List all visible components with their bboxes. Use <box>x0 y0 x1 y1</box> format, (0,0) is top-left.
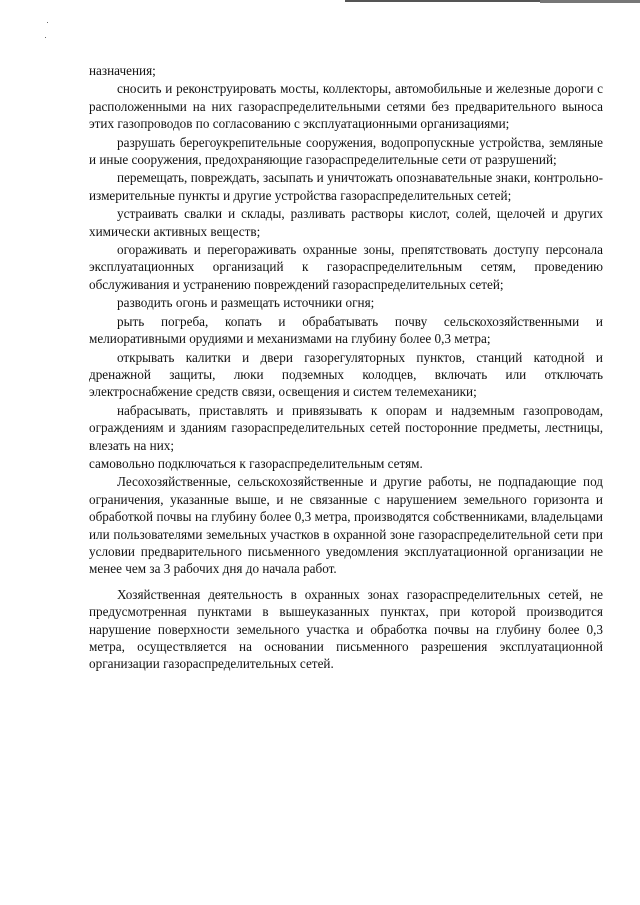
paragraph-continuation: назначения; <box>89 63 156 78</box>
scan-edge-line <box>540 0 640 3</box>
paragraph-list-item: открывать калитки и двери газорегуляторных пунктов, станций катодной и дренажной защиты, люки подземных колодцев, включать или отключать электроснабжение средств связи, освещения и систем телемеханики; <box>89 349 603 400</box>
document-body <box>89 62 603 673</box>
paragraph-list-item: рыть погреба, копать и обрабатывать почву сельскохозяйственными и мелиоративными орудиями и механизмами на глубину более 0,3 метра; <box>89 313 603 347</box>
scan-speck <box>45 37 46 38</box>
paragraph-list-item: огораживать и перегораживать охранные зоны, препятствовать доступу персонала эксплуатационных организаций к газораспределительным сетям, проведению обслуживания и устранению повреждений газораспределительных сетей; <box>89 242 603 292</box>
paragraph-economic-activity: Хозяйственная деятельность в охранных зонах газораспределительных сетей, не предусмотренная пунктами в вышеуказанных пунктах, при которой производится нарушение поверхности земельного участка и обработка почвы на глубину более 0,3 метра, осуществляется на основании письменного разрешения эксплуатационной организации газораспределительных сетей. <box>89 586 603 672</box>
scan-speck <box>47 22 48 23</box>
paragraph-list-item: перемещать, повреждать, засыпать и уничтожать опознавательные знаки, контрольно-измерительные пункты и другие устройства газораспределительных сетей; <box>89 170 603 203</box>
paragraph-forestry-works: Лесохозяйственные, сельскохозяйственные и другие работы, не подпадающие под ограничения, указанные выше, и не связанные с нарушением земельного горизонта и обработкой почвы на глубину более 0,3 метра, производятся собственниками, владельцами или пользователями земельных участков в охранной зоне газораспределительной сети при условии предварительного письменного уведомления эксплуатационной организации не менее чем за 3 рабочих дня до начала работ. <box>89 474 603 577</box>
paragraph-list-item: разводить огонь и размещать источники огня; <box>117 295 375 311</box>
paragraph-list-item: набрасывать, приставлять и привязывать к опорам и надземным газопроводам, ограждениям и зданиям газораспределительных сетей посторонние предметы, лестницы, влезать на них; <box>89 402 603 453</box>
paragraph-list-item: разрушать берегоукрепительные сооружения, водопропускные устройства, земляные и иные сооружения, предохраняющие газораспределительные сети от разрушений; <box>89 134 603 168</box>
paragraph-list-item: устраивать свалки и склады, разливать растворы кислот, солей, щелочей и других химически активных веществ; <box>89 206 603 239</box>
paragraph-list-item: сносить и реконструировать мосты, коллекторы, автомобильные и железные дороги с расположенными на них газораспределительными сетями без предварительного выноса этих газопроводов по согласованию с эксплуатационными организациями; <box>89 81 603 132</box>
paragraph-list-item: самовольно подключаться к газораспределительным сетям. <box>89 455 423 471</box>
